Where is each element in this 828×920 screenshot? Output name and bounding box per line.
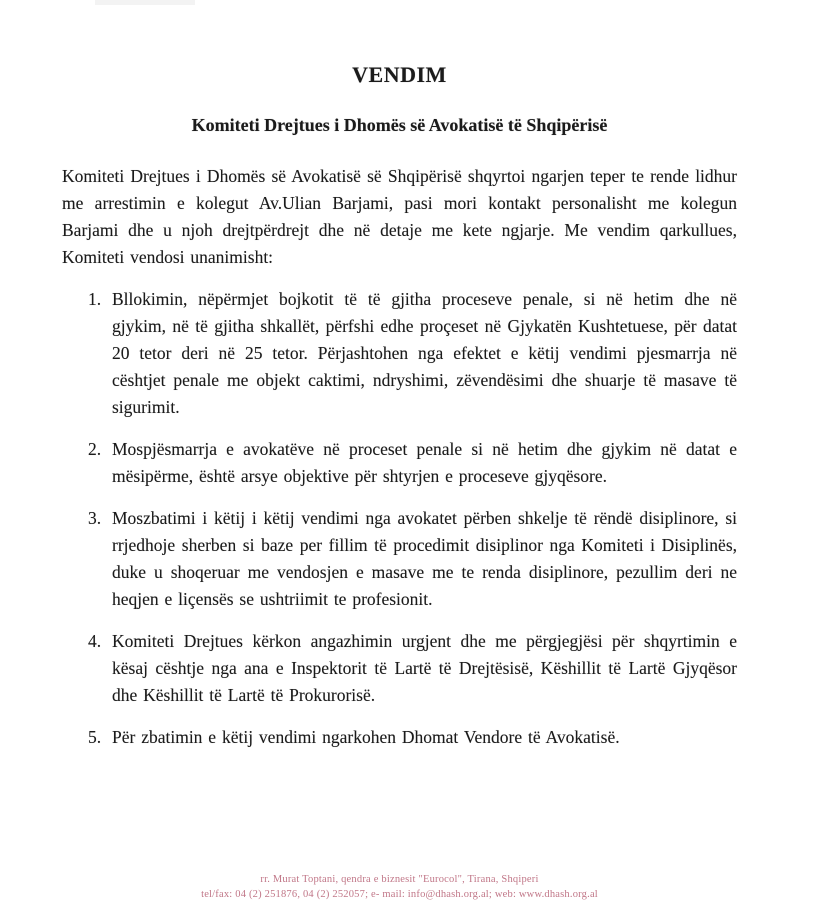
intro-paragraph: Komiteti Drejtues i Dhomës së Avokatisë së Shqipërisë shqyrtoi ngarjen teper te rende lidhur me arrestimin e kolegut Av.Ulian Barjami, pasi mori kontakt personalisht me kolegun Barjami dhe u njoh drejtpërdrejt dhe në detaje me kete ngjarje. Me vendim qarkullues, Komiteti vendosi unanimisht: xyxy=(62,166,737,267)
document-subtitle: Komiteti Drejtues i Dhomës së Avokatisë të Shqipërisë xyxy=(191,115,608,135)
item-number: 5. xyxy=(88,727,102,747)
decision-item-5 xyxy=(62,724,737,751)
item-text: Bllokimin, nëpërmjet bojkotit të të gjitha proceseve penale, si në hetim dhe në gjykim, në të gjitha shkallët, përfshi edhe proçeset në Gjykatën Kushtetuese, për datat 20 tetor deri në 25 tetor. Përjashtohen nga efektet e këtij vendimi pjesmarrja në cështjet penale me objekt caktimi, ndryshimi, zëvendësimi dhe shuarje të masave të sigurimit. xyxy=(112,289,737,417)
document-title: VENDIM xyxy=(352,62,447,87)
footer-contact-line: tel/fax: 04 (2) 251876, 04 (2) 252057; e- mail: info@dhash.org.al; web: www.dhash.org.al xyxy=(201,889,598,900)
decision-items-list xyxy=(62,286,737,766)
item-text: Mospjësmarrja e avokatëve në proceset penale si në hetim dhe gjykim në datat e mësipërme, është arsye objektive për shtyrjen e proceseve gjyqësore. xyxy=(112,439,737,486)
item-number: 1. xyxy=(88,289,102,309)
item-text: Për zbatimin e këtij vendimi ngarkohen Dhomat Vendore të Avokatisë. xyxy=(112,727,620,747)
decision-item-3 xyxy=(62,505,737,613)
item-text: Moszbatimi i këtij i këtij vendimi nga avokatet përben shkelje të rëndë disiplinore, si rrjedhoje sherben si baze per fillim të procedimit disiplinor nga Komiteti i Disiplinës, duke u shoqeruar me vendosjen e masave me te renda disiplinore, pezullim deri ne heqjen e liçensës se ushtriimit te profesionit. xyxy=(112,508,737,609)
decision-item-2 xyxy=(62,436,737,490)
scan-artifact-top xyxy=(95,0,195,5)
letterhead-footer xyxy=(62,872,737,902)
decision-item-1 xyxy=(62,286,737,421)
item-number: 2. xyxy=(88,439,102,459)
decision-item-4 xyxy=(62,628,737,709)
footer-address-line: rr. Murat Toptani, qendra e biznesit "Eurocol", Tirana, Shqiperi xyxy=(260,874,539,885)
item-number: 3. xyxy=(88,508,102,528)
item-number: 4. xyxy=(88,631,102,651)
item-text: Komiteti Drejtues kërkon angazhimin urgjent dhe me përgjegjësi për shqyrtimin e kësaj cështje nga ana e Inspektorit të Lartë të Drejtësisë, Këshillit të Lartë Gjyqësor dhe Këshillit të Lartë të Prokurorisë. xyxy=(112,631,737,705)
